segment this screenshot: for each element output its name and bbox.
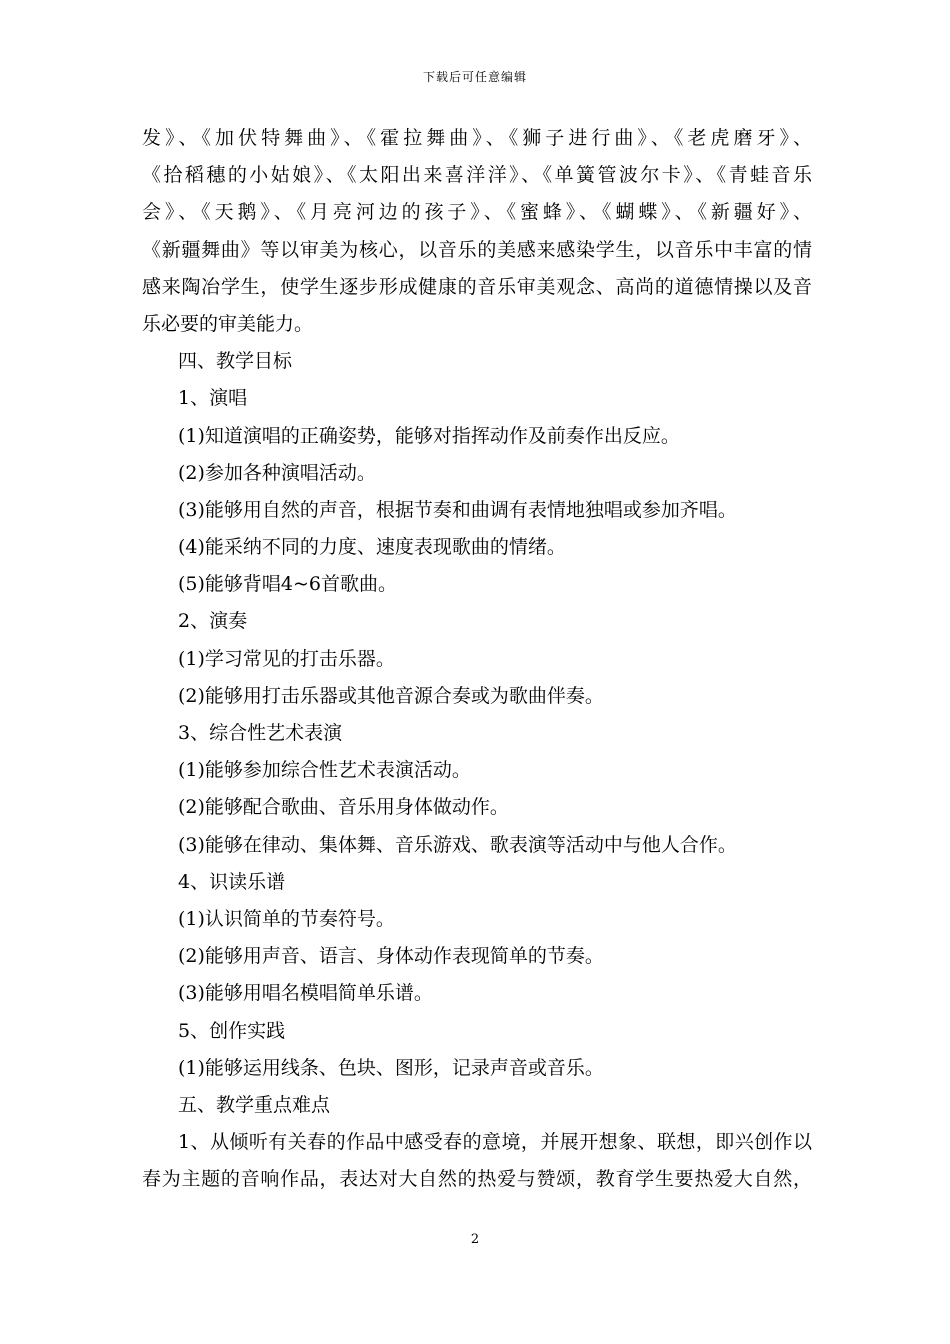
paragraph-line: 感来陶冶学生，使学生逐步形成健康的音乐审美观念、高尚的道德情操以及音 <box>142 275 812 298</box>
list-item: (1)能够运用线条、色块、图形，记录声音或音乐。 <box>178 1056 604 1079</box>
paragraph-line: 《新疆舞曲》等以审美为核心，以音乐的美感来感染学生，以音乐中丰富的情 <box>142 238 812 261</box>
list-item: (3)能够在律动、集体舞、音乐游戏、歌表演等活动中与他人合作。 <box>178 833 737 856</box>
list-item: (1)学习常见的打击乐器。 <box>178 647 395 670</box>
paragraph-line: 1、从倾听有关春的作品中感受春的意境，并展开想象、联想，即兴创作以 <box>178 1131 812 1154</box>
list-item: (4)能采纳不同的力度、速度表现歌曲的情绪。 <box>178 536 566 559</box>
list-item: (3)能够用自然的声音，根据节奏和曲调有表情地独唱或参加齐唱。 <box>178 498 737 521</box>
subsection-heading: 3、综合性艺术表演 <box>178 722 343 744</box>
list-item: (1)知道演唱的正确姿势，能够对指挥动作及前奏作出反应。 <box>178 424 680 447</box>
paragraph-line: 《拾稻穗的小姑娘》、《太阳出来喜洋洋》、《单簧管波尔卡》、《青蛙音乐 <box>142 164 812 187</box>
paragraph-line: 会》、《天鹅》、《月亮河边的孩子》、《蜜蜂》、《蝴蝶》、《新疆好》、 <box>142 201 812 224</box>
page-number: 2 <box>470 1232 480 1247</box>
list-item: (2)能够配合歌曲、音乐用身体做动作。 <box>178 796 509 819</box>
paragraph-line: 春为主题的音响作品，表达对大自然的热爱与赞颂，教育学生要热爱大自然， <box>142 1168 812 1191</box>
list-item: (3)能够用唱名模唱简单乐谱。 <box>178 982 433 1005</box>
list-item: (2)能够用声音、语言、身体动作表现简单的节奏。 <box>178 945 604 968</box>
list-item: (2)参加各种演唱活动。 <box>178 461 376 484</box>
list-item: (5)能够背唱4~6首歌曲。 <box>178 573 398 596</box>
subsection-heading: 1、演唱 <box>178 387 248 410</box>
subsection-heading: 4、识读乐谱 <box>178 870 286 893</box>
document-body <box>142 120 812 1198</box>
paragraph-line: 乐必要的审美能力。 <box>142 312 314 335</box>
page-header: 下载后可任意编辑 <box>422 70 527 84</box>
subsection-heading: 5、创作实践 <box>178 1019 286 1042</box>
paragraph-line: 发》、《加伏特舞曲》、《霍拉舞曲》、《狮子进行曲》、《老虎磨牙》、 <box>142 127 812 149</box>
section-heading: 五、教学重点难点 <box>178 1093 331 1116</box>
list-item: (1)认识简单的节奏符号。 <box>178 907 395 930</box>
subsection-heading: 2、演奏 <box>178 610 248 633</box>
list-item: (2)能够用打击乐器或其他音源合奏或为歌曲伴奏。 <box>178 684 604 707</box>
list-item: (1)能够参加综合性艺术表演活动。 <box>178 759 471 782</box>
section-heading: 四、教学目标 <box>178 350 293 373</box>
